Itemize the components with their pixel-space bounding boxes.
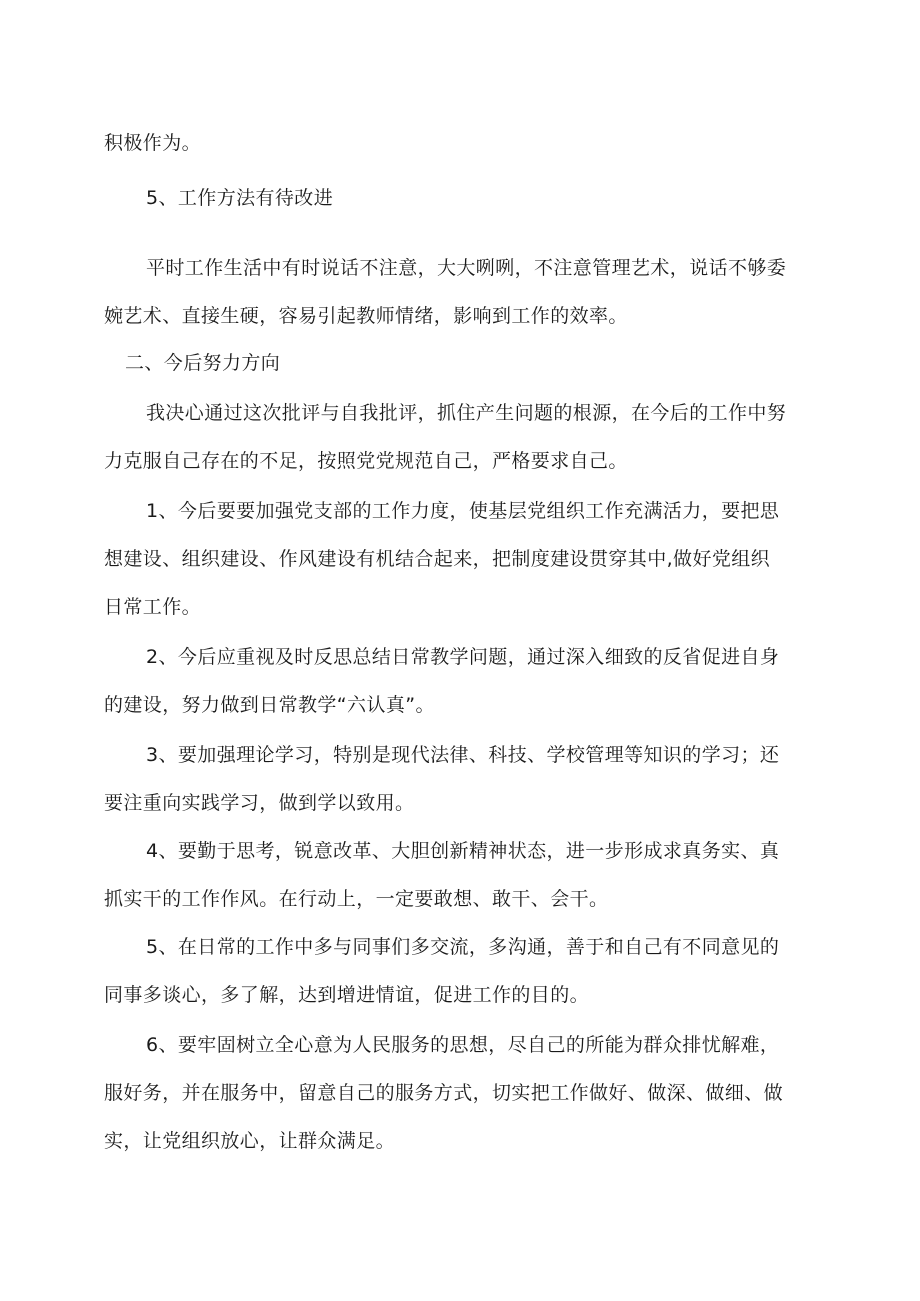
list-item-line: 4、要勤于思考，锐意改革、大胆创新精神状态，进一步形成求真务实、真 [146, 840, 780, 862]
section-heading: 二、今后努力方向 [125, 352, 281, 374]
list-item-line: 3、要加强理论学习，特别是现代法律、科技、学校管理等知识的学习；还 [146, 744, 780, 766]
list-item-line: 抓实干的工作作风。在行动上，一定要敢想、敢干、会干。 [104, 888, 609, 910]
list-item-line: 日常工作。 [104, 596, 202, 618]
list-item-line: 2、今后应重视及时反思总结日常教学问题，通过深入细致的反省促进自身 [146, 646, 780, 668]
list-item-line: 想建设、组织建设、作风建设有机结合起来，把制度建设贯穿其中,做好党组织 [104, 548, 771, 570]
list-item-line: 实，让党组织放心，让群众满足。 [104, 1130, 396, 1152]
paragraph-line: 婉艺术、直接生硬，容易引起教师情绪，影响到工作的效率。 [104, 305, 628, 327]
paragraph-line: 平时工作生活中有时说话不注意，大大咧咧，不注意管理艺术，说话不够委 [146, 257, 787, 279]
list-item-line: 1、今后要要加强党支部的工作力度，使基层党组织工作充满活力，要把思 [146, 500, 780, 522]
section-subheading: 5、工作方法有待改进 [146, 187, 334, 209]
paragraph-line: 力克服自己存在的不足，按照党党规范自己，严格要求自己。 [104, 450, 628, 472]
list-item-line: 同事多谈心，多了解，达到增进情谊，促进工作的目的。 [104, 984, 590, 1006]
paragraph-line: 我决心通过这次批评与自我批评，抓住产生问题的根源，在今后的工作中努 [146, 402, 787, 424]
list-item-line: 要注重向实践学习，做到学以致用。 [104, 792, 415, 814]
list-item-line: 服好务，并在服务中，留意自己的服务方式，切实把工作做好、做深、做细、做 [104, 1082, 784, 1104]
list-item-line: 的建设，努力做到日常教学“六认真”。 [104, 694, 435, 716]
paragraph-line: 积极作为。 [104, 132, 202, 154]
list-item-line: 5、在日常的工作中多与同事们多交流，多沟通，善于和自己有不同意见的 [146, 936, 780, 958]
list-item-line: 6、要牢固树立全心意为人民服务的思想，尽自己的所能为群众排忧解难， [146, 1034, 780, 1056]
